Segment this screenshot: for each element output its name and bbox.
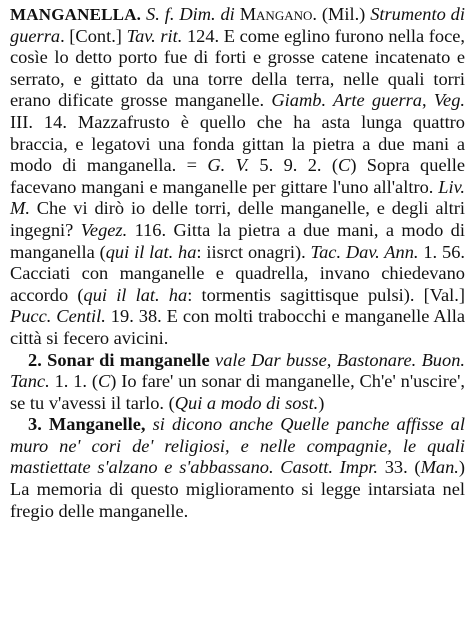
- italic-text: Veg.: [433, 90, 466, 111]
- text-run: 1. 1. (: [49, 371, 98, 392]
- text-run: 33. (: [377, 457, 421, 478]
- sense-3-lemma: Manganelle,: [48, 414, 146, 435]
- text-run: ) Io fare' un sonar di manganelle, Ch'e' n'uscire', se tu v'avessi il tarlo. (: [10, 371, 465, 413]
- text-run: 19. 38. E con molti trabocchi e manganelle Alla città si fecero avicini.: [10, 306, 465, 348]
- italic-text: Tac. Dav. Ann.: [310, 241, 419, 262]
- text-run: ): [318, 392, 325, 413]
- italic-text: si dicono anche Quelle panche affisse al muro ne' cori de' religiosi, e nelle compagnie, le quali mastiettate s'alzano e s'abbassano. Casott. Impr.: [10, 414, 465, 478]
- italic-text: Man.: [420, 457, 459, 478]
- text-run: III. 14. Mazzafrusto è quello che ha asta lunga quattro braccia, e legatovi una fonda gittan la pietra a due mani a modo di manganella. =: [10, 111, 465, 176]
- sense-2-number: 2.: [28, 349, 42, 370]
- italic-text: Vegez.: [80, 219, 128, 240]
- italic-text: Qui a modo di sost.: [174, 392, 319, 413]
- text-run: Che vi dirò io delle torri, delle manganelle, e degli altri ingegni?: [10, 198, 465, 240]
- italic-text: Tav. rit.: [126, 25, 183, 46]
- sense-2-lemma: Sonar di manganelle: [47, 349, 210, 370]
- italic-text: C: [338, 155, 351, 176]
- sense-2-paragraph: [10, 350, 465, 415]
- text-run: ,: [421, 90, 434, 111]
- text-run: : tormentis sagittisque pulsi). [Val.]: [187, 284, 466, 305]
- italic-text: qui il lat. ha: [83, 284, 188, 305]
- italic-text: Strumento di guerra: [10, 4, 465, 46]
- sense-3-paragraph: [10, 414, 465, 522]
- text-run: 116. Gitta la pietra a due mani, a modo di manganella (: [10, 219, 465, 262]
- italic-text: Giamb. Arte guerra: [271, 90, 422, 111]
- italic-text: G. V.: [207, 155, 250, 176]
- italic-text: qui il lat. ha: [105, 241, 197, 262]
- italic-text: S. f. Dim. di: [146, 4, 240, 24]
- text-run: 5. 9. 2. (: [249, 155, 339, 176]
- italic-text: vale Dar busse, Bastonare. Buon. Tanc.: [10, 349, 465, 392]
- entry-paragraph: [10, 4, 465, 350]
- entry-body: [10, 4, 465, 348]
- italic-text: Pucc. Centil.: [10, 306, 106, 327]
- text-run: Mangano: [239, 4, 313, 24]
- text-run: : iisrct onagri).: [196, 241, 311, 262]
- text-run: . [Cont.]: [60, 25, 127, 46]
- text-run: 1. 56. Cacciati con manganelle e quadrella, invano chiedevano accordo (: [10, 241, 465, 305]
- text-run: ) Sopra quelle facevano mangani e manganelle per gittare l'uno all'altro.: [10, 155, 465, 197]
- italic-text: Liv. M.: [10, 176, 465, 219]
- text-run: ) La memoria di questo miglioramento si legge intarsiata nel fregio delle manganelle.: [10, 457, 465, 521]
- italic-text: C: [98, 371, 111, 392]
- text-run: . (Mil.): [312, 4, 371, 24]
- headword: MANGANELLA.: [10, 5, 142, 24]
- text-run: 124. E come eglino furono nella foce, cosìe lo detto porto fue di forti e grosse catene incatenato e serrato, e gittato da una torre della terra, nelle quali torri erano dificate grosse manganelle.: [10, 25, 466, 111]
- sense-3-number: 3.: [28, 414, 42, 435]
